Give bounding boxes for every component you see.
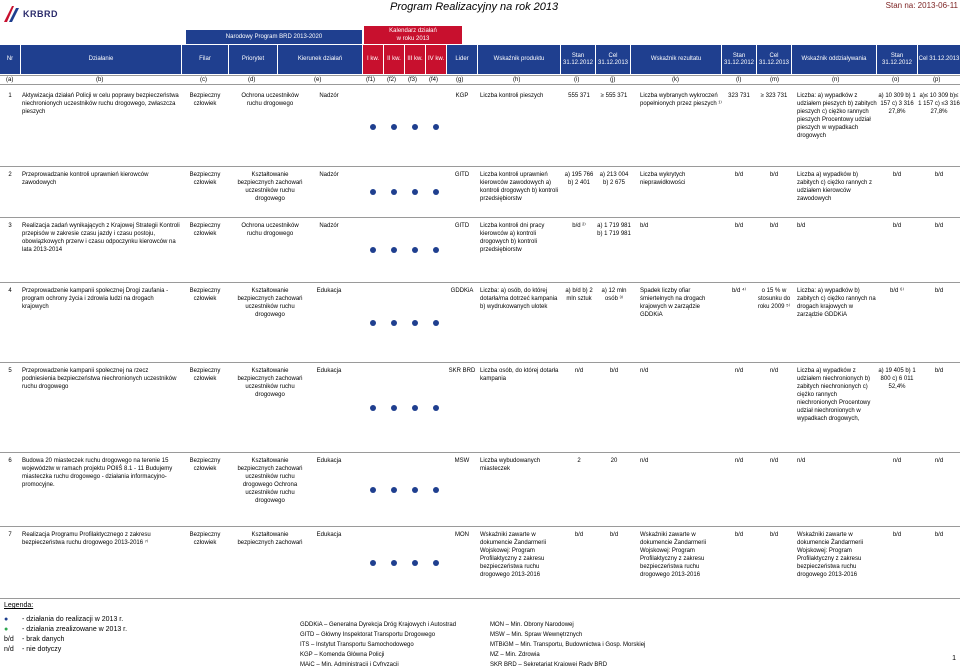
cell-kierunek: Kształtowanie bezpiecznych zachowań uczestników ruchu drogowego [237, 288, 303, 318]
quarter-dot-icon [370, 247, 376, 253]
cell-nadzor: Edukacja [316, 368, 342, 374]
col-stan1: Stan 31.12.2012 [561, 45, 595, 74]
quarter-dot-icon [433, 320, 439, 326]
cell-dzialanie: Przeprowadzanie kontroli uprawnień kierowców zawodowych [22, 172, 149, 186]
quarter-dot-icon [391, 320, 397, 326]
cell-wsk-produktu: Liczba kontroli pieszych [480, 93, 544, 99]
logo-icon [4, 6, 20, 22]
cell-cel3: n/d [934, 458, 944, 464]
cell-nr: 6 [8, 458, 12, 464]
cell-lider: MSW [454, 458, 470, 464]
quarter-dot-icon [370, 124, 376, 130]
abbr-item: MZ – Min. Zdrowia [490, 652, 540, 658]
abbr-item: GITD – Główny Inspektorat Transportu Drogowego [300, 632, 436, 638]
abbreviations-col1 [300, 620, 456, 666]
col-kierunek: Kierunek działań [278, 45, 362, 74]
cell-stan2: n/d [734, 368, 744, 374]
abbr-item: MAiC – Min. Administracji i Cyfryzacji [300, 662, 399, 666]
cell-wsk-rezultatu: b/d [640, 223, 649, 229]
cell-cel2: b/d [769, 532, 779, 538]
abbr-item: SKR BRD – Sekretariat Krajowej Rady BRD [490, 662, 608, 666]
col-stan3: Stan 31.12.2012 [877, 45, 917, 74]
cell-cel1: a) 12 mln osób ³⁾ [601, 288, 627, 302]
legend-item [4, 616, 123, 623]
abbr-item: ITS – Instytut Transportu Samochodowego [300, 642, 414, 648]
quarter-dot-icon [433, 247, 439, 253]
cell-nadzor: Nadzór [319, 93, 339, 99]
cell-kierunek: Kształtowanie bezpiecznych zachowań uczestników ruchu drogowego [237, 368, 303, 398]
cell-filar: Bezpieczny człowiek [189, 368, 221, 382]
col-q2: II kw. [384, 45, 404, 74]
col-dzialanie: Działanie [21, 45, 181, 74]
cell-kierunek: Ochrona uczestników ruchu drogowego [241, 93, 299, 107]
cell-wsk-rezultatu: Spadek liczby ofiar śmiertelnych na drogach krajowych w zarządzie GDDKiA [640, 288, 706, 318]
col-cel2: Cel 31.12.2013 [757, 45, 791, 74]
letter-e: (e) [314, 77, 322, 83]
quarter-dot-icon [412, 405, 418, 411]
calendar-band [364, 26, 462, 44]
letter-f2: (f2) [387, 77, 396, 83]
letter-p: (p) [933, 77, 941, 83]
page-number: 1 [952, 655, 956, 662]
cell-cel1: ≥ 555 371 [600, 93, 628, 99]
cell-wsk-rezultatu: n/d [640, 368, 649, 374]
cell-wsk-rezultatu: n/d [640, 458, 649, 464]
cell-wsk-odd: b/d [797, 223, 806, 229]
top-bar [0, 0, 960, 30]
abbr-item: MON – Min. Obrony Narodowej [490, 622, 574, 628]
cell-wsk-produktu: Liczba kontroli uprawnień kierowców zawodowych a) kontroli drogowych b) kontroli przedsiębiorstw [480, 172, 559, 202]
quarter-dot-icon [412, 247, 418, 253]
cell-cel3: b/d [934, 172, 944, 178]
letter-f4: (f4) [429, 77, 438, 83]
cell-dzialanie: Przeprowadzenie kampanii społecznej na rzecz podniesienia bezpieczeństwa niechronionych uczestników ruchu drogowego [22, 368, 177, 390]
letter-c: (c) [200, 77, 207, 83]
cell-nadzor: Nadzór [319, 172, 339, 178]
cell-stan2: b/d [734, 532, 744, 538]
abbr-item: KGP – Komenda Główna Policji [300, 652, 385, 658]
legend-sym: n/d [4, 646, 14, 653]
legend-sym: b/d [4, 636, 14, 643]
cell-filar: Bezpieczny człowiek [189, 288, 221, 302]
abbr-item: GDDKiA – Generalna Dyrekcja Dróg Krajowych i Autostrad [300, 622, 457, 628]
legend-item [4, 646, 61, 653]
legend-text: - działania do realizacji w 2013 r. [22, 616, 124, 623]
col-wsk-oddzialywania: Wskaźnik oddziaływania [792, 45, 876, 74]
cell-cel3: b/d [934, 532, 944, 538]
letter-o: (o) [892, 77, 900, 83]
cell-kierunek: Kształtowanie bezpiecznych zachowań [237, 532, 303, 546]
cell-cel3: b/d [934, 288, 944, 294]
cell-filar: Bezpieczny człowiek [189, 532, 221, 546]
legend-title: Legenda: [4, 602, 34, 609]
cell-stan3: b/d [892, 532, 902, 538]
cell-wsk-odd: Wskaźniki zawarte w dokumencie Żandarmerii Wojskowej: Program Profilaktyczny z zakresu bezpieczeństwa ruchu drogowego 2013-2016 [797, 532, 864, 578]
cell-nr: 7 [8, 532, 12, 538]
cell-wsk-rezultatu: Liczba wykrytych nieprawidłowości [640, 172, 686, 186]
quarter-dot-icon [391, 124, 397, 130]
cell-kierunek: Ochrona uczestników ruchu drogowego [241, 223, 299, 237]
cell-cel2: b/d [769, 172, 779, 178]
quarter-dot-icon [370, 405, 376, 411]
legend-item [4, 636, 64, 643]
letter-d: (d) [248, 77, 256, 83]
cell-wsk-produktu: Liczba osób, do której dotarła kampania [480, 368, 559, 382]
cell-stan3: a) 10 309 b) 1 157 c) 3 316 27,8% [878, 93, 916, 115]
cell-cel3: b/d [934, 223, 944, 229]
quarter-dot-icon [370, 487, 376, 493]
abbr-item: MSW – Min. Spraw Wewnętrznych [490, 632, 583, 638]
col-q3: III kw. [405, 45, 425, 74]
cell-lider: GITD [454, 223, 470, 229]
letter-j: (j) [610, 77, 616, 83]
cell-wsk-produktu: Wskaźniki zawarte w dokumencie Żandarmerii Wojskowej: Program Profilaktyczny z zakresu bezpieczeństwa ruchu drogowego 2013-2016 [480, 532, 547, 578]
cell-stan1: a) b/d b) 2 mln sztuk [565, 288, 593, 302]
cell-dzialanie: Przeprowadzenie kampanii społecznej Drogi zaufania - program ochrony życia i zdrowia ludzi na drogach krajowych [22, 288, 169, 310]
cell-cel3: a)≤ 10 309 b)≤ 1 157 c) ≤3 316 27,8% [918, 93, 960, 115]
abbr-item: MTBiGM – Min. Transportu, Budownictwa i Gosp. Morskiej [490, 642, 646, 648]
letter-f3: (f3) [408, 77, 417, 83]
calendar-label-1: Kalendarz działań [389, 28, 437, 34]
cell-filar: Bezpieczny człowiek [189, 172, 221, 186]
col-lider: Lider [447, 45, 477, 74]
cell-lider: KGP [455, 93, 469, 99]
cell-stan1: a) 195 766 b) 2 401 [564, 172, 594, 186]
cell-cel1: 20 [610, 458, 618, 464]
cell-wsk-rezultatu: Wskaźniki zawarte w dokumencie Żandarmerii Wojskowej: Program Profilaktyczny z zakresu bezpieczeństwa ruchu drogowego 2013-2016 [640, 532, 707, 578]
table-row [0, 527, 960, 599]
cell-wsk-produktu: Liczba wybudowanych miasteczek [480, 458, 541, 472]
legend-text: - brak danych [22, 636, 65, 643]
col-wsk-rezultatu: Wskaźnik rezultatu [631, 45, 721, 74]
calendar-label-2: w roku 2013 [396, 36, 430, 42]
letter-k: (k) [672, 77, 679, 83]
cell-nr: 4 [8, 288, 12, 294]
cell-stan3: b/d [892, 223, 902, 229]
cell-lider: MON [455, 532, 469, 538]
cell-cel1: a) 1 719 981 b) 1 719 981 [597, 223, 631, 237]
page-title: Program Realizacyjny na rok 2013 [390, 1, 559, 13]
cell-wsk-produktu: Liczba: a) osób, do której dotarła/ma dotrzeć kampania b) wydrukowanych ulotek [480, 288, 558, 310]
cell-cel1: b/d [609, 532, 619, 538]
quarter-dot-icon [370, 320, 376, 326]
quarter-dot-icon [391, 247, 397, 253]
letter-f1: (f1) [366, 77, 375, 83]
col-q4: IV kw. [426, 45, 446, 74]
table-row [0, 363, 960, 453]
cell-wsk-produktu: Liczba kontroli dni pracy kierowców a) kontroli drogowych b) kontroli przedsiębiorstw [480, 223, 545, 253]
quarter-dot-icon [370, 560, 376, 566]
cell-dzialanie: Budowa 20 miasteczek ruchu drogowego na terenie 15 województw w ramach projektu POIiŚ 8.1 - 11 Budujemy miasteczka ruchu drogowego - działania informacyjno-promocyjne. [22, 458, 173, 488]
quarter-dot-icon [433, 560, 439, 566]
dot-planned-icon: ● [4, 616, 9, 623]
cell-stan1: 2 [577, 458, 581, 464]
col-cel1: Cel 31.12.2013 [596, 45, 630, 74]
cell-nr: 3 [8, 223, 12, 229]
cell-dzialanie: Realizacja zadań wynikających z Krajowej Strategii Kontroli przepisów w zakresie czasu jazdy i czasu postoju, obowiązkowych przerw i czasu odpoczynku kierowców na lata 2013-2014 [22, 223, 180, 253]
letter-i: (i) [574, 77, 580, 83]
col-stan2: Stan 31.12.2012 [722, 45, 756, 74]
cell-nr: 1 [8, 93, 12, 99]
cell-lider: GITD [454, 172, 470, 178]
quarter-dot-icon [412, 124, 418, 130]
logo-text: KRBRD [23, 9, 58, 19]
cell-lider: SKR BRD [448, 368, 476, 374]
cell-wsk-odd: Liczba: a) wypadków b) zabitych c) ciężko rannych na drogach krajowych w zarządzie GDDKiA [797, 288, 876, 318]
letter-g: (g) [456, 77, 464, 83]
table-row [0, 283, 960, 363]
letter-a: (a) [6, 77, 14, 83]
quarter-dot-icon [433, 487, 439, 493]
col-cel3: Cel 31.12.2013 [918, 45, 960, 74]
cell-stan1: b/d ²⁾ [572, 223, 586, 229]
cell-stan1: b/d [574, 532, 584, 538]
quarter-dot-icon [391, 405, 397, 411]
cell-wsk-odd: Liczba a) wypadków b) zabitych c) ciężko rannych z udziałem kierowców zawodowych [797, 172, 873, 202]
column-letters [0, 75, 960, 85]
cell-nr: 2 [8, 172, 12, 178]
cell-cel3: b/d [934, 368, 944, 374]
cell-dzialanie: Realizacja Programu Profilaktycznego z zakresu bezpieczeństwa ruchu drogowego 2013-2016 ⁷⁾ [22, 532, 151, 546]
letter-l: (l) [736, 77, 742, 83]
table-row [0, 167, 960, 218]
letter-m: (m) [770, 77, 779, 83]
legend-text: - działania zrealizowane w 2013 r. [22, 626, 128, 633]
cell-kierunek: Kształtowanie bezpiecznych zachowań uczestników ruchu drogowego Ochrona uczestników ruchu drogowego [237, 458, 303, 504]
dot-done-icon: ● [4, 626, 9, 633]
legend-item [4, 626, 127, 633]
cell-cel2: b/d [769, 223, 779, 229]
letter-b: (b) [96, 77, 104, 83]
col-nr: Nr [0, 45, 20, 74]
cell-cel2: n/d [769, 458, 779, 464]
cell-filar: Bezpieczny człowiek [189, 458, 221, 472]
letter-h: (h) [513, 77, 521, 83]
quarter-dot-icon [433, 405, 439, 411]
cell-stan3: b/d ⁶⁾ [890, 288, 904, 294]
col-priorytet: Priorytet [229, 45, 277, 74]
legend-text: - nie dotyczy [22, 646, 62, 653]
cell-cel1: b/d [609, 368, 619, 374]
quarter-dot-icon [433, 124, 439, 130]
table-row [0, 88, 960, 167]
quarter-dot-icon [391, 560, 397, 566]
cell-stan2: b/d ⁴⁾ [731, 288, 747, 294]
cell-stan2: b/d [734, 223, 744, 229]
quarter-dot-icon [412, 560, 418, 566]
cell-nadzor: Nadzór [319, 223, 339, 229]
cell-wsk-odd: Liczba a) wypadków z udziałem niechronionych b) zabitych niechronionych c) ciężko rannych niechronionych Procentowy udział niechronionych w wypadkach drogowych, [797, 368, 871, 422]
cell-nr: 5 [8, 368, 12, 374]
cell-cel2: n/d [769, 368, 779, 374]
cell-stan2: 323 731 [728, 93, 750, 99]
cell-cel2: ≥ 323 731 [760, 93, 788, 99]
quarter-dot-icon [412, 487, 418, 493]
quarter-dot-icon [433, 189, 439, 195]
cell-stan1: 555 371 [568, 93, 590, 99]
table-row [0, 218, 960, 283]
cell-nadzor: Edukacja [316, 288, 342, 294]
cell-stan3: n/d [892, 458, 902, 464]
quarter-dot-icon [391, 189, 397, 195]
cell-cel2: o 15 % w stosunku do roku 2009 ⁵⁾ [757, 288, 791, 310]
cell-stan2: b/d [734, 172, 744, 178]
cell-stan2: n/d [734, 458, 744, 464]
letter-n: (n) [832, 77, 840, 83]
cell-cel1: a) 213 004 b) 2 675 [599, 172, 629, 186]
quarter-dot-icon [412, 189, 418, 195]
table-row [0, 453, 960, 527]
cell-nadzor: Edukacja [316, 532, 342, 538]
program-band: Narodowy Program BRD 2013-2020 [186, 30, 362, 44]
cell-stan3: a) 19 405 b) 1 800 c) 6 011 52,4% [878, 368, 916, 390]
col-filar: Filar [182, 45, 228, 74]
quarter-dot-icon [391, 487, 397, 493]
krbrd-logo [4, 6, 62, 22]
cell-wsk-odd: Liczba: a) wypadków z udziałem pieszych b) zabitych pieszych c) ciężko rannych pieszych Procentowy udział pieszych w wypadkach drogowych [797, 93, 877, 139]
cell-stan1: n/d [574, 368, 584, 374]
status-date: Stan na: 2013-06-11 [885, 1, 958, 10]
cell-wsk-odd: n/d [797, 458, 806, 464]
cell-dzialanie: Aktywizacja działań Policji w celu poprawy bezpieczeństwa niechronionych uczestników ruchu drogowego, zwłaszcza pieszych [22, 93, 179, 115]
cell-nadzor: Edukacja [316, 458, 342, 464]
col-wsk-produktu: Wskaźnik produktu [478, 45, 560, 74]
cell-stan3: b/d [892, 172, 902, 178]
quarter-dot-icon [370, 189, 376, 195]
col-q1: I kw. [363, 45, 383, 74]
cell-wsk-rezultatu: Liczba wybranych wykroczeń popełnionych przez pieszych ¹⁾ [640, 93, 722, 107]
quarter-dot-icon [412, 320, 418, 326]
cell-filar: Bezpieczny człowiek [189, 93, 221, 107]
cell-filar: Bezpieczny człowiek [189, 223, 221, 237]
abbreviations-col2 [490, 620, 645, 666]
cell-kierunek: Kształtowanie bezpiecznych zachowań uczestników ruchu drogowego [237, 172, 303, 202]
cell-lider: GDDKiA [450, 288, 474, 294]
